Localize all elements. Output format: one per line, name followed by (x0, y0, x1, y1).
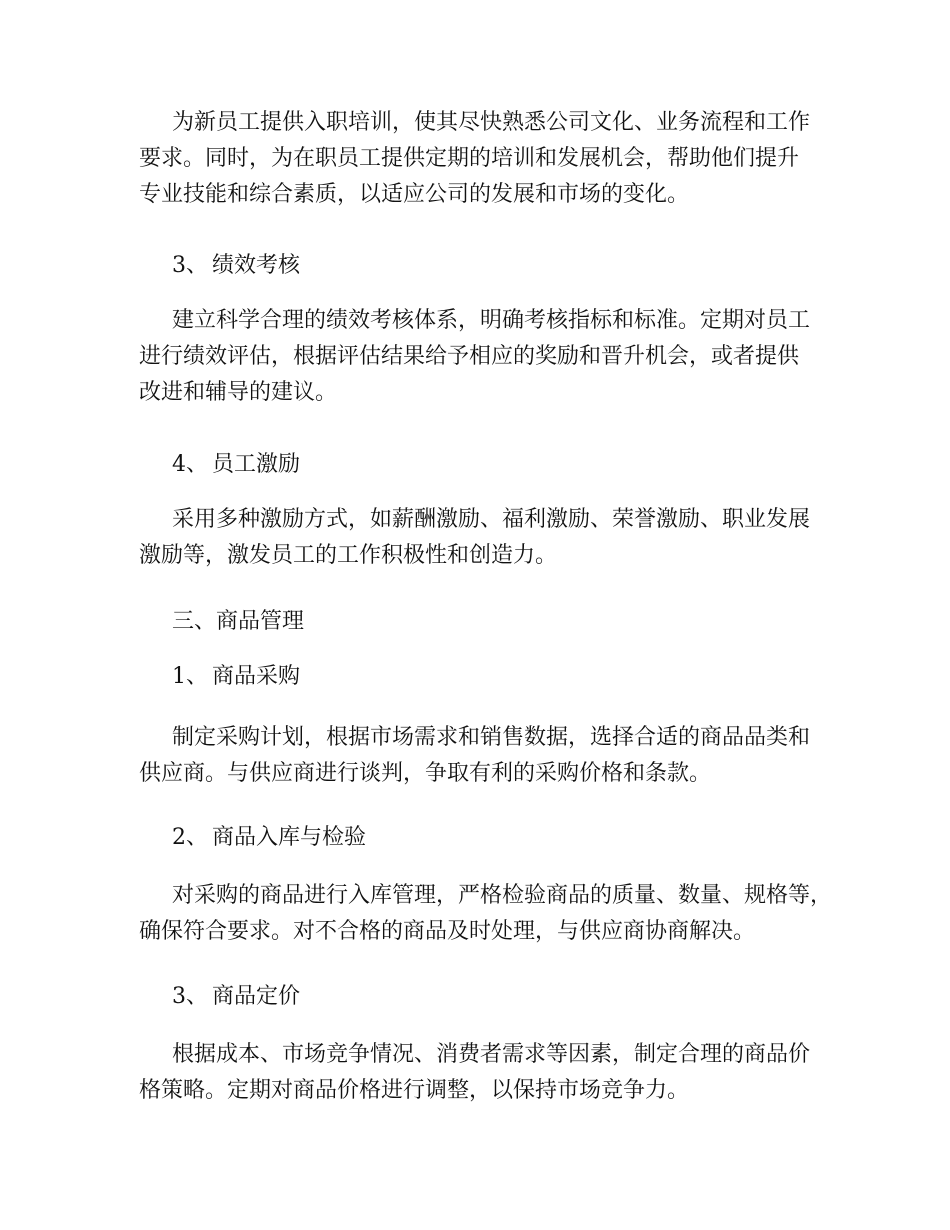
paragraph-line: 确保符合要求。对不合格的商品及时处理，与供应商协商解决。 (139, 919, 756, 944)
heading-title: 绩效考核 (212, 253, 301, 278)
paragraph-purchase (139, 720, 819, 792)
paragraph-performance (139, 303, 819, 411)
heading-number: 3、 (172, 984, 208, 1009)
heading-purchase (139, 659, 819, 695)
heading-title: 员工激励 (212, 452, 301, 477)
heading-title: 商品定价 (212, 984, 301, 1009)
paragraph-line: 建立科学合理的绩效考核体系，明确考核指标和标准。定期对员工 (172, 308, 811, 333)
heading-storage (139, 820, 819, 856)
paragraph-line: 采用多种激励方式，如薪酬激励、福利激励、荣誉激励、职业发展 (172, 507, 811, 532)
paragraph-line: 专业技能和综合素质，以适应公司的发展和市场的变化。 (139, 182, 690, 207)
heading-performance (139, 248, 819, 284)
section-title: 三、商品管理 (172, 609, 305, 634)
heading-pricing (139, 979, 819, 1015)
heading-title: 商品入库与检验 (212, 825, 367, 850)
heading-incentive (139, 447, 819, 483)
paragraph-line: 要求。同时，为在职员工提供定期的培训和发展机会，帮助他们提升 (139, 146, 800, 171)
section-heading-goods (139, 604, 819, 640)
paragraph-line: 为新员工提供入职培训，使其尽快熟悉公司文化、业务流程和工作 (172, 110, 811, 135)
paragraph-incentive (139, 502, 819, 574)
paragraph-line: 对采购的商品进行入库管理，严格检验商品的质量、数量、规格等， (172, 883, 833, 908)
heading-number: 2、 (172, 825, 208, 850)
heading-title: 商品采购 (212, 664, 301, 689)
heading-number: 3、 (172, 253, 208, 278)
paragraph-line: 改进和辅导的建议。 (139, 380, 338, 405)
paragraph-line: 进行绩效评估，根据评估结果给予相应的奖励和晋升机会，或者提供 (139, 344, 800, 369)
heading-number: 1、 (172, 664, 208, 689)
paragraph-line: 格策略。定期对商品价格进行调整，以保持市场竞争力。 (139, 1078, 690, 1103)
paragraph-storage (139, 878, 833, 950)
heading-number: 4、 (172, 452, 208, 477)
paragraph-line: 激励等，激发员工的工作积极性和创造力。 (139, 543, 558, 568)
paragraph-line: 根据成本、市场竞争情况、消费者需求等因素，制定合理的商品价 (172, 1042, 811, 1067)
paragraph-line: 供应商。与供应商进行谈判，争取有利的采购价格和条款。 (139, 761, 712, 786)
paragraph-training (139, 105, 819, 213)
paragraph-pricing (139, 1037, 819, 1109)
paragraph-line: 制定采购计划，根据市场需求和销售数据，选择合适的商品品类和 (172, 725, 811, 750)
